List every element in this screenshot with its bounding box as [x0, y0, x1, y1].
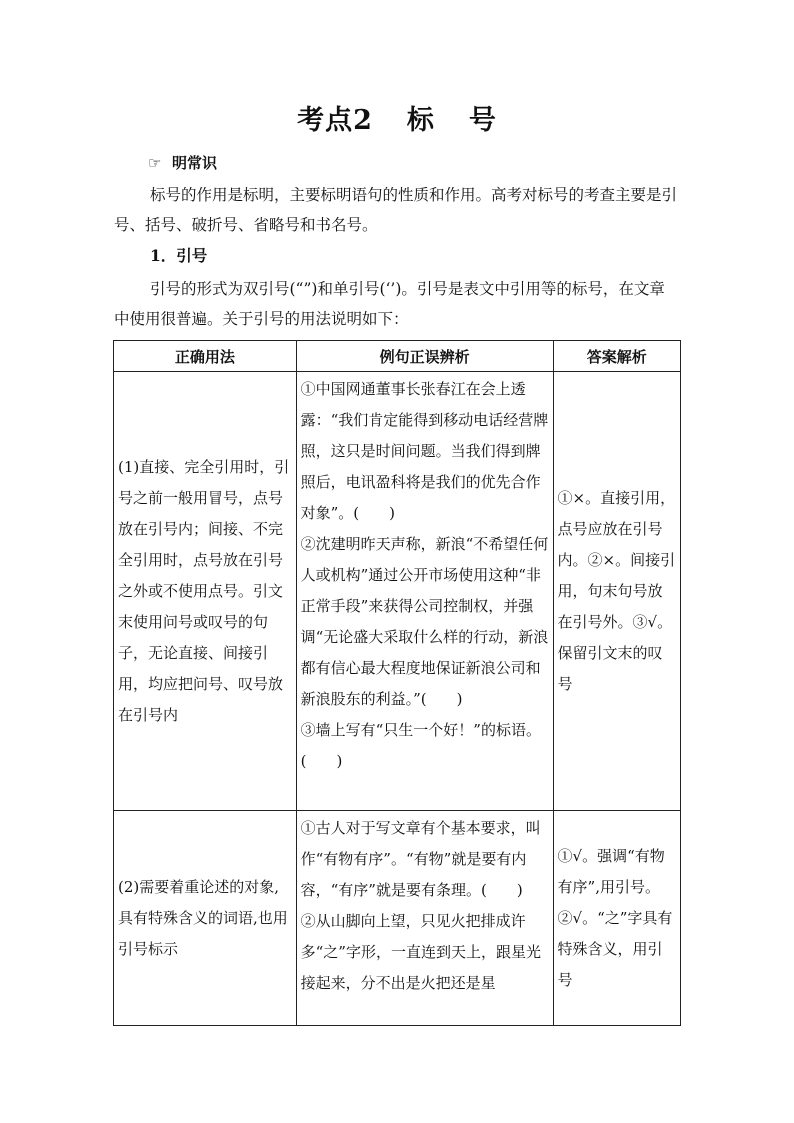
- example-item: ②从山脚向上望，只见火把排成许多“之”字形，一直连到天上，跟星光接起来，分不出是火把还是星: [300, 912, 541, 992]
- usage-cell: (1)直接、完全引用时，引号之前一般用冒号，点号放在引号内；间接、不完全引用时，点号放在引号之外或不使用点号。引文末使用问号或叹号的句子，无论直接、间接引用，均应把问号、叹号放在引号内: [114, 372, 297, 811]
- title-char-1: 标: [406, 105, 435, 136]
- section-heading: [148, 152, 217, 173]
- example-item: ①中国网通董事长张春江在会上透露：“我们肯定能得到移动电话经营牌照，这只是时间问题。当我们得到牌照后，电讯盈科将是我们的优先合作对象”。( ): [300, 380, 549, 522]
- section-label: 明常识: [172, 154, 218, 172]
- table-header-row: [114, 341, 681, 372]
- answer-cell: ①×。直接引用，点号应放在引号内。②×。间接引用，句末句号放在引号外。③√。保留引文末的叹号: [553, 372, 680, 811]
- table-row: [114, 811, 681, 1026]
- example-item: ①古人对于写文章有个基本要求，叫作“有物有序”。“有物”就是要有内容，“有序”就是要有条理。( ): [300, 819, 541, 899]
- subheading-quotation-marks: 1．引号: [150, 246, 208, 265]
- answer-cell: ①√。强调“有物有序”,用引号。②√。“之”字具有特殊含义，用引号: [553, 811, 680, 1026]
- pointing-hand-icon: ☞: [148, 154, 162, 172]
- quotation-paragraph: 引号的形式为双引号(“”)和单引号(‘’)。引号是表文中引用等的标号，在文章中使用很普遍。关于引号的用法说明如下：: [114, 280, 665, 328]
- examples-cell: [296, 372, 553, 811]
- intro-paragraph: 标号的作用是标明，主要标明语句的性质和作用。高考对标号的考查主要是引号、括号、破折号、省略号和书名号。: [114, 186, 678, 234]
- table-row: [114, 372, 681, 811]
- usage-cell: (2)需要着重论述的对象,具有特殊含义的词语,也用引号标示: [114, 811, 297, 1026]
- example-item: ②沈建明昨天声称，新浪“不希望任何人或机构”通过公开市场使用这种“非正常手段”来获得公司控制权，并强调“无论盛大采取什么样的行动，新浪都有信心最大程度地保证新浪公司和新浪股东的利益。”( ): [300, 535, 549, 708]
- page-title: [0, 98, 794, 137]
- header-usage: 正确用法: [114, 341, 297, 372]
- header-answer: 答案解析: [553, 341, 680, 372]
- usage-table: [113, 340, 681, 1026]
- examples-cell: [296, 811, 553, 1026]
- header-examples: 例句正误辨析: [296, 341, 553, 372]
- title-char-2: 号: [468, 105, 497, 136]
- title-topic-number: 考点2: [297, 105, 373, 136]
- example-item: ③墙上写有“只生一个好！”的标语。( ): [300, 721, 541, 770]
